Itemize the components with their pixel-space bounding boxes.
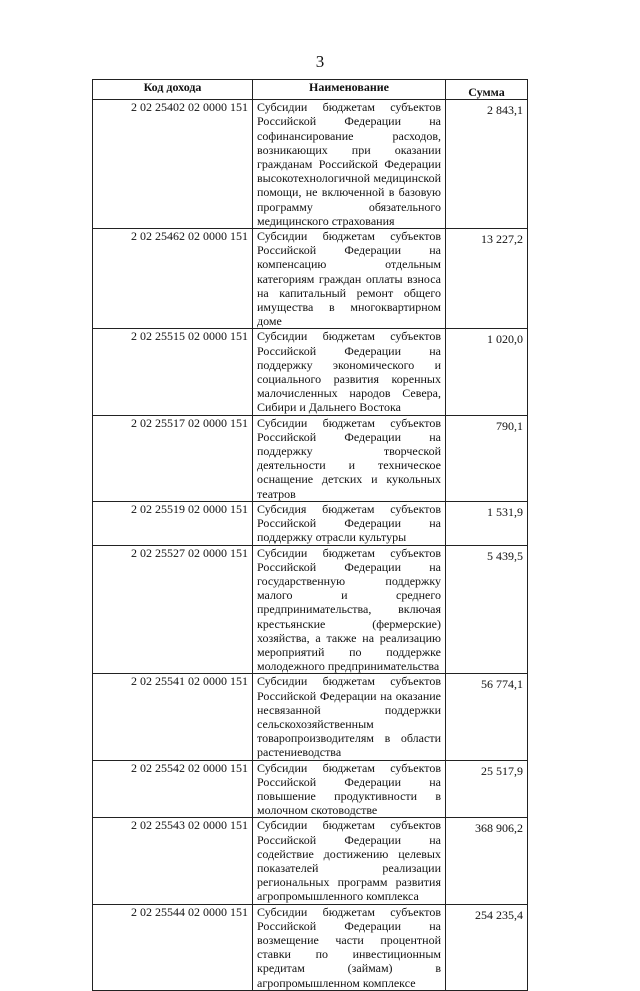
revenue-name: Субсидии бюджетам субъектов Российской Федерации на поддержку экономического и социального развития коренных малочисленных народов Севера, Сибири и Дальнего Востока <box>253 329 446 415</box>
revenue-code: 2 02 25517 02 0000 151 <box>93 415 253 501</box>
revenue-sum-cell <box>446 760 528 818</box>
table-header-row <box>93 80 528 100</box>
table-row <box>93 329 528 415</box>
revenue-sum-cell <box>446 818 528 904</box>
revenue-sum: 368 906,2 <box>475 821 523 836</box>
revenue-sum: 5 439,5 <box>487 548 523 563</box>
revenue-sum-cell <box>446 229 528 329</box>
header-sum: Сумма <box>446 80 528 100</box>
revenue-code: 2 02 25402 02 0000 151 <box>93 100 253 229</box>
revenue-name: Субсидии бюджетам субъектов Российской Федерации на софинансирование расходов, возникающих при оказании гражданам Российской Федерации высокотехнологичной медицинской помощи, не включенной в базовую программу обязательного медицинского страхования <box>253 100 446 229</box>
revenue-sum-cell <box>446 329 528 415</box>
revenue-sum: 13 227,2 <box>481 232 523 247</box>
revenue-table <box>92 79 528 991</box>
revenue-code: 2 02 25543 02 0000 151 <box>93 818 253 904</box>
revenue-sum: 56 774,1 <box>481 677 523 692</box>
revenue-sum: 790,1 <box>496 418 523 433</box>
revenue-name: Субсидии бюджетам субъектов Российской Федерации на повышение продуктивности в молочном скотоводстве <box>253 760 446 818</box>
revenue-code: 2 02 25519 02 0000 151 <box>93 501 253 545</box>
table-row <box>93 760 528 818</box>
revenue-name: Субсидии бюджетам субъектов Российской Федерации на возмещение части процентной ставки по инвестиционным кредитам (займам) в агропромышленном комплексе <box>253 904 446 990</box>
revenue-code: 2 02 25515 02 0000 151 <box>93 329 253 415</box>
revenue-sum: 1 020,0 <box>487 332 523 347</box>
revenue-code: 2 02 25462 02 0000 151 <box>93 229 253 329</box>
header-code: Код дохода <box>93 80 253 100</box>
table-row <box>93 674 528 760</box>
page-number: 3 <box>315 52 325 71</box>
revenue-code: 2 02 25527 02 0000 151 <box>93 545 253 674</box>
revenue-name: Субсидии бюджетам субъектов Российской Федерации на оказание несвязанной поддержки сельскохозяйственным товаропроизводителям в области растениеводства <box>253 674 446 760</box>
table-row <box>93 229 528 329</box>
header-name: Наименование <box>253 80 446 100</box>
revenue-code: 2 02 25542 02 0000 151 <box>93 760 253 818</box>
revenue-sum: 25 517,9 <box>481 763 523 778</box>
revenue-code: 2 02 25541 02 0000 151 <box>93 674 253 760</box>
revenue-name: Субсидии бюджетам субъектов Российской Федерации на содействие достижению целевых показателей реализации региональных программ развития агропромышленного комплекса <box>253 818 446 904</box>
revenue-sum-cell <box>446 415 528 501</box>
revenue-sum: 1 531,9 <box>487 504 523 519</box>
table-row <box>93 100 528 229</box>
table-row <box>93 415 528 501</box>
revenue-name: Субсидия бюджетам субъектов Российской Федерации на поддержку отрасли культуры <box>253 501 446 545</box>
revenue-sum: 254 235,4 <box>475 907 523 922</box>
table-row <box>93 904 528 990</box>
revenue-sum-cell <box>446 501 528 545</box>
table-row <box>93 501 528 545</box>
revenue-sum-cell <box>446 674 528 760</box>
revenue-name: Субсидии бюджетам субъектов Российской Федерации на государственную поддержку малого и среднего предпринимательства, включая крестьянские (фермерские) хозяйства, а также на реализацию мероприятий по поддержке молодежного предпринимательства <box>253 545 446 674</box>
revenue-code: 2 02 25544 02 0000 151 <box>93 904 253 990</box>
revenue-name: Субсидии бюджетам субъектов Российской Федерации на поддержку творческой деятельности и техническое оснащение детских и кукольных театров <box>253 415 446 501</box>
revenue-sum-cell <box>446 904 528 990</box>
revenue-sum: 2 843,1 <box>487 103 523 118</box>
revenue-sum-cell <box>446 545 528 674</box>
revenue-name: Субсидии бюджетам субъектов Российской Федерации на компенсацию отдельным категориям граждан оплаты взноса на капитальный ремонт общего имущества в многоквартирном доме <box>253 229 446 329</box>
revenue-sum-cell <box>446 100 528 229</box>
table-row <box>93 545 528 674</box>
table-row <box>93 818 528 904</box>
